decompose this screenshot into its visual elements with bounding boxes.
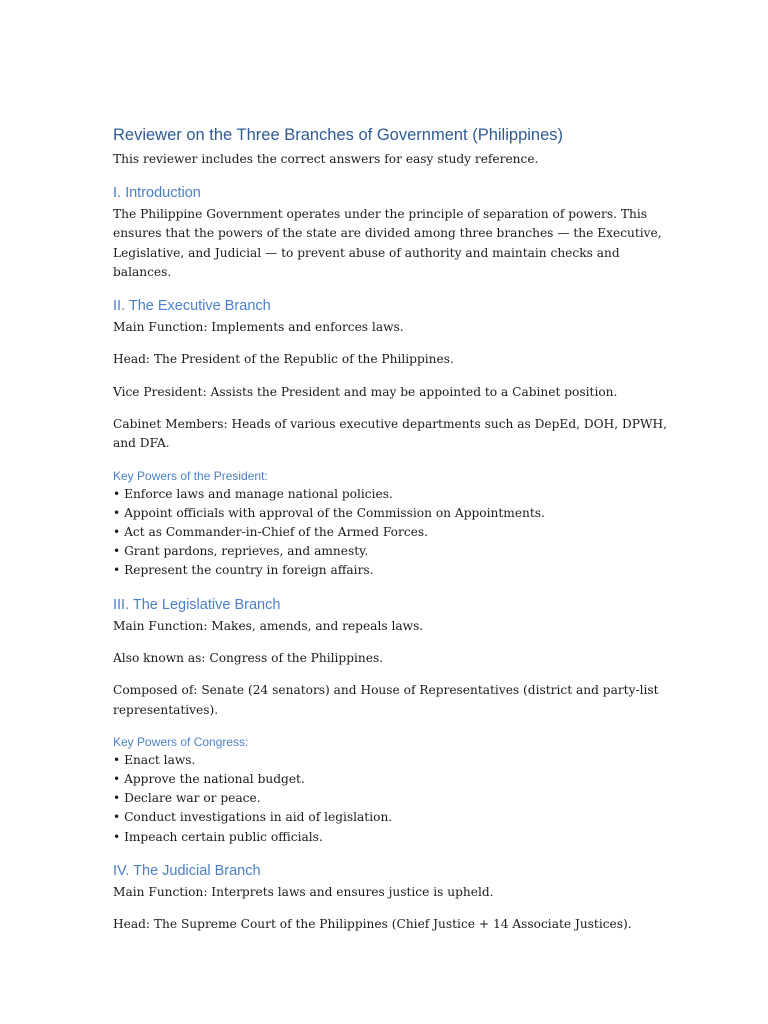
list-item: • Enforce laws and manage national policies. [113,486,393,501]
executive-paragraph: Head: The President of the Republic of the Philippines. [113,352,454,367]
section-judicial [113,861,673,935]
document-body [113,124,673,934]
list-item: • Enact laws. [113,752,196,767]
list-item: • Impeach certain public officials. [113,829,323,844]
judicial-paragraph: Main Function: Interprets laws and ensures justice is upheld. [113,884,494,899]
executive-paragraph: Cabinet Members: Heads of various executive departments such as DepEd, DOH, DPWH, and DFA. [113,417,668,451]
legislative-powers-list [113,751,673,847]
executive-powers-list [113,485,673,581]
executive-paragraph: Vice President: Assists the President and may be appointed to a Cabinet position. [113,384,618,399]
list-item: • Represent the country in foreign affairs. [113,563,374,578]
section-legislative [113,595,673,847]
section-executive [113,296,673,581]
document-subtitle: This reviewer includes the correct answers for easy study reference. [113,152,539,166]
list-item: • Appoint officials with approval of the Commission on Appointments. [113,505,545,520]
executive-paragraph: Main Function: Implements and enforces laws. [113,320,404,335]
executive-powers-heading: Key Powers of the President: [113,468,268,483]
list-item: • Approve the national budget. [113,772,305,787]
judicial-paragraph: Head: The Supreme Court of the Philippines (Chief Justice + 14 Associate Justices). [113,917,632,932]
section-heading-judicial: IV. The Judicial Branch [113,862,261,879]
section-heading-executive: II. The Executive Branch [113,298,271,315]
list-item: • Grant pardons, reprieves, and amnesty. [113,544,369,559]
section-introduction [113,183,673,282]
list-item: • Conduct investigations in aid of legislation. [113,810,393,825]
legislative-paragraph: Also known as: Congress of the Philippines. [113,650,384,665]
section-heading-introduction: I. Introduction [113,185,201,201]
list-item: • Declare war or peace. [113,791,261,806]
legislative-paragraph: Main Function: Makes, amends, and repeals laws. [113,618,424,633]
introduction-text: The Philippine Government operates under the principle of separation of powers. This ensures that the powers of the state are divided among three branches — the Executive, Legislative, and Judicial — to prevent abuse of authority and maintain checks and balances. [113,207,662,279]
legislative-paragraph: Composed of: Senate (24 senators) and House of Representatives (district and party-list representatives). [113,683,659,717]
list-item: • Act as Commander-in-Chief of the Armed Forces. [113,525,428,540]
document-title: Reviewer on the Three Branches of Government (Philippines) [113,126,564,144]
legislative-powers-heading: Key Powers of Congress: [113,734,249,749]
section-heading-legislative: III. The Legislative Branch [113,596,281,613]
